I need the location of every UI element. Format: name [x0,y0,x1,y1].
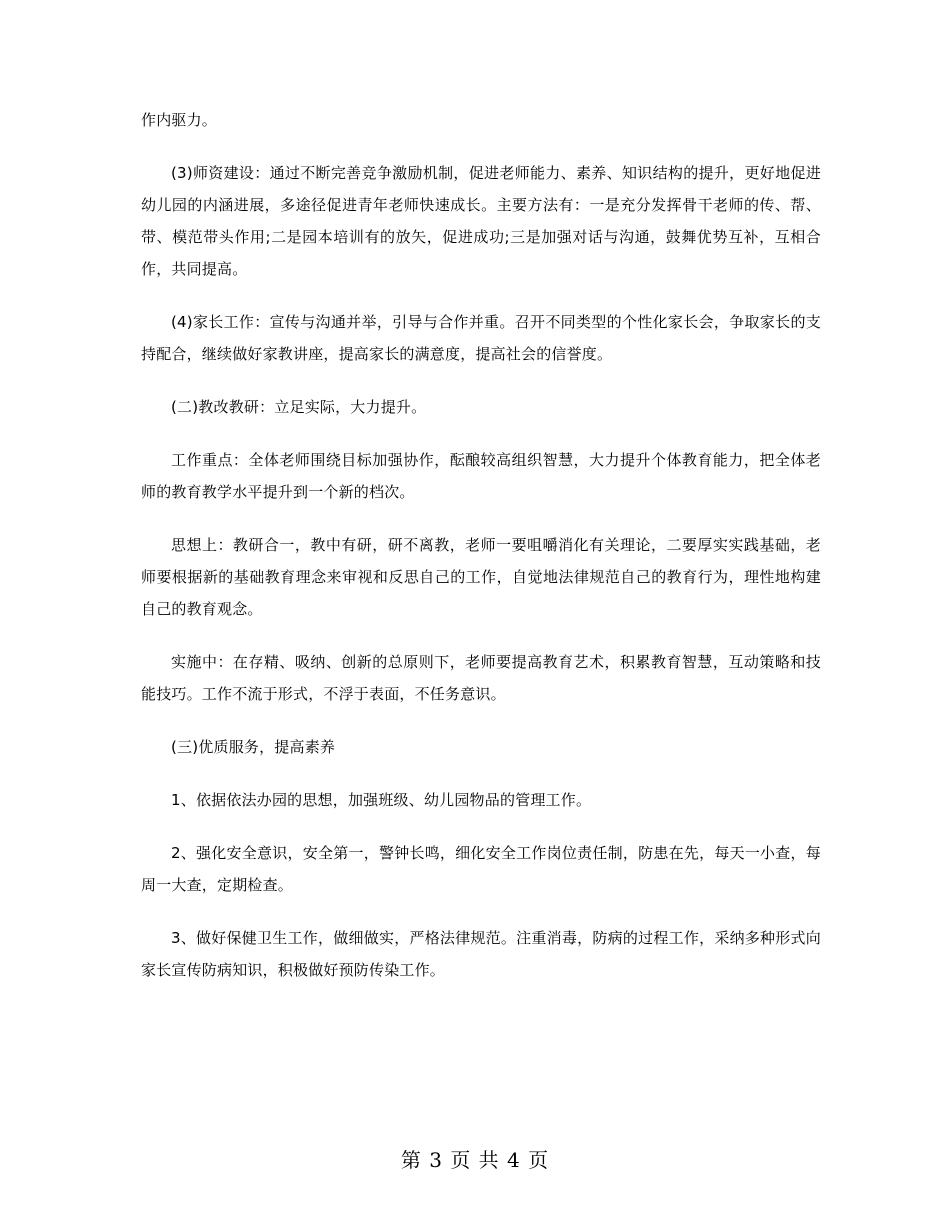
page-number: 第 3 页 共 4 页 [400,1148,550,1172]
list-item-3: 3、做好保健卫生工作，做细做实，严格法律规范。注重消毒，防病的过程工作，采纳多种形式向家长宣传防病知识，积极做好预防传染工作。 [141,929,821,979]
paragraph-work-focus: 工作重点：全体老师围绕目标加强协作，酝酿较高组织智慧，大力提升个体教育能力，把全体老师的教育教学水平提升到一个新的档次。 [141,451,821,501]
paragraph-parent-work: (4)家长工作：宣传与沟通并举，引导与合作并重。召开不同类型的个性化家长会，争取家长的支持配合，继续做好家教讲座，提高家长的满意度，提高社会的信誉度。 [141,313,821,363]
paragraph-implementation: 实施中：在存精、吸纳、创新的总原则下，老师要提高教育艺术，积累教育智慧，互动策略和技能技巧。工作不流于形式，不浮于表面，不任务意识。 [141,653,821,703]
paragraph-teacher-development: (3)师资建设：通过不断完善竞争激励机制，促进老师能力、素养、知识结构的提升，更好地促进幼儿园的内涵进展，多途径促进青年老师快速成长。主要方法有：一是充分发挥骨干老师的传、帮、带、模范带头作用;二是园本培训有的放矢，促进成功;三是加强对话与沟通，鼓舞优势互补，互相合作，共同提高。 [141,164,821,278]
list-item-1: 1、依据依法办园的思想，加强班级、幼儿园物品的管理工作。 [171,791,592,809]
heading-quality-service: (三)优质服务，提高素养 [171,738,336,756]
paragraph-continuation: 作内驱力。 [141,111,218,129]
list-item-2: 2、强化安全意识，安全第一，警钟长鸣，细化安全工作岗位责任制，防患在先，每天一小查，每周一大查，定期检查。 [141,844,821,894]
heading-teaching-research: (二)教改教研：立足实际，大力提升。 [171,398,427,416]
document-body [141,104,821,1007]
paragraph-ideology: 思想上：教研合一，教中有研，研不离教，老师一要咀嚼消化有关理论，二要厚实实践基础，老师要根据新的基础教育理念来审视和反思自己的工作，自觉地法律规范自己的教育行为，理性地构建自己的教育观念。 [141,536,821,618]
